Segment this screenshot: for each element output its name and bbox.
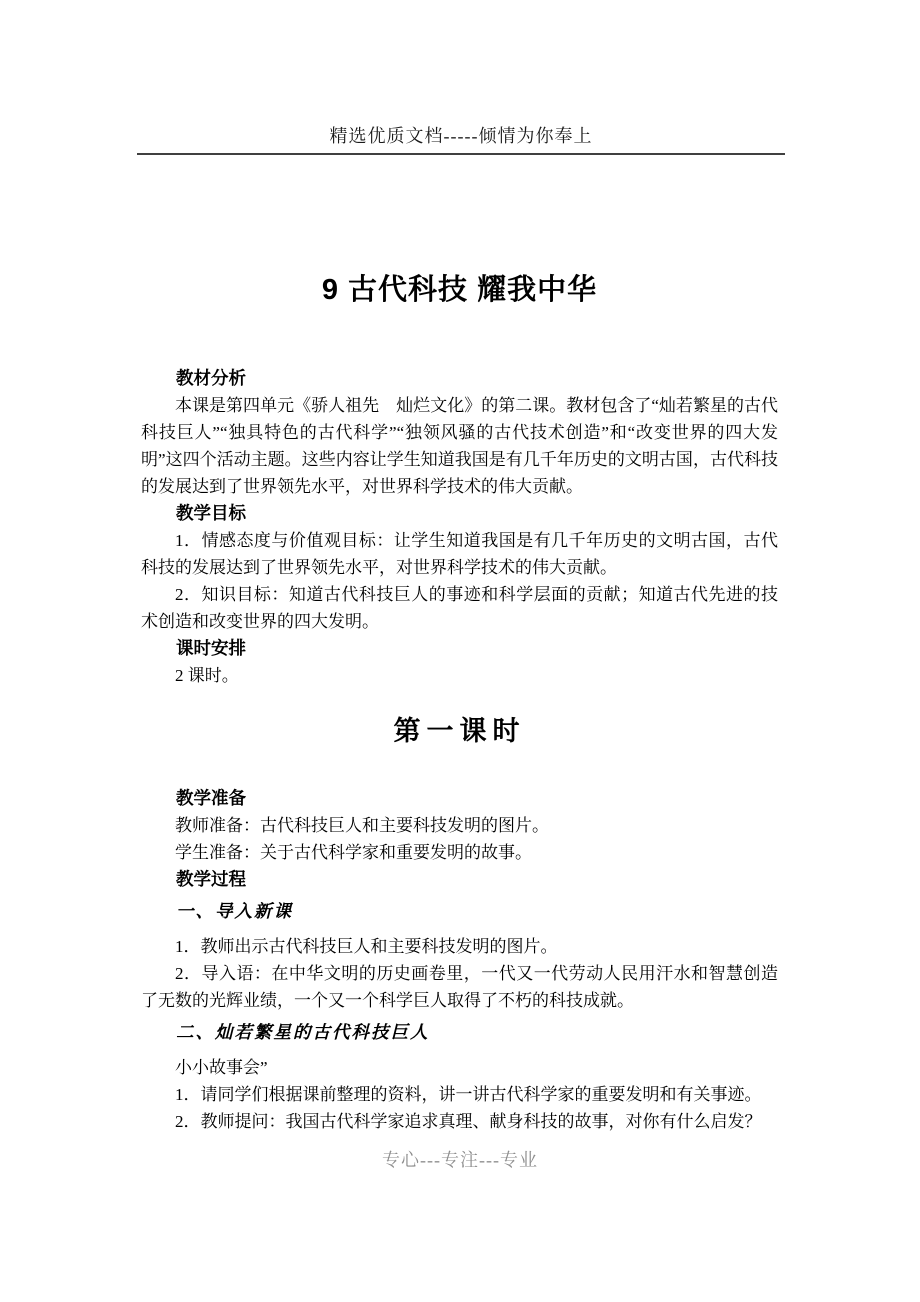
document-title: 9 古代科技 耀我中华 <box>321 274 598 306</box>
subsection-1-item-1: 1．教师出示古代科技巨人和主要科技发明的图片。 <box>175 937 558 956</box>
lesson-one-title: 第一课时 <box>393 716 526 746</box>
section-heading-material-analysis: 教材分析 <box>176 368 246 388</box>
header-text: 精选优质文档-----倾情为你奉上 <box>329 126 593 146</box>
schedule-text: 2 课时。 <box>175 666 239 685</box>
student-preparation-line: 学生准备：关于古代科学家和重要发明的故事。 <box>175 843 532 862</box>
teaching-goal-item-1: 1．情感态度与价值观目标：让学生知道我国是有几千年历史的文明古国，古代科技的发展达到了世界领先水平，对世界科学技术的伟大贡献。 <box>141 531 778 577</box>
subsection-2-heading: 二、灿若繁星的古代科技巨人 <box>176 1022 430 1042</box>
subsection-2-lead: 小小故事会” <box>175 1058 268 1077</box>
material-analysis-paragraph: 本课是第四单元《骄人祖先 灿烂文化》的第二课。教材包含了“灿若繁星的古代科技巨人”“独具特色的古代科学”“独领风骚的古代技术创造”和“改变世界的四大发明”这四个活动主题。这些内容让学生知道我国是有几千年历史的文明古国，古代科技的发展达到了世界领先水平，对世界科学技术的伟大贡献。 <box>141 396 778 496</box>
section-heading-schedule: 课时安排 <box>176 638 246 658</box>
subsection-1-heading: 一、导入新课 <box>176 901 293 921</box>
section-heading-teaching-goals: 教学目标 <box>176 503 246 523</box>
teacher-preparation-line: 教师准备：古代科技巨人和主要科技发明的图片。 <box>175 816 549 835</box>
subsection-2-item-1: 1．请同学们根据课前整理的资料，讲一讲古代科学家的重要发明和有关事迹。 <box>175 1085 762 1104</box>
page-footer <box>0 1148 920 1172</box>
section-heading-process: 教学过程 <box>176 869 246 889</box>
teaching-goal-item-2: 2．知识目标：知道古代科技巨人的事迹和科学层面的贡献；知道古代先进的技术创造和改变世界的四大发明。 <box>141 585 778 631</box>
footer-text: 专心---专注---专业 <box>382 1150 538 1170</box>
subsection-2-item-2: 2．教师提问：我国古代科学家追求真理、献身科技的故事，对你有什么启发？ <box>175 1112 762 1131</box>
subsection-1-item-2: 2．导入语：在中华文明的历史画卷里，一代又一代劳动人民用汗水和智慧创造了无数的光辉业绩，一个又一个科学巨人取得了不朽的科技成就。 <box>141 964 778 1010</box>
document-body <box>141 270 778 1135</box>
page-header <box>137 124 785 155</box>
section-heading-preparation: 教学准备 <box>176 788 246 808</box>
